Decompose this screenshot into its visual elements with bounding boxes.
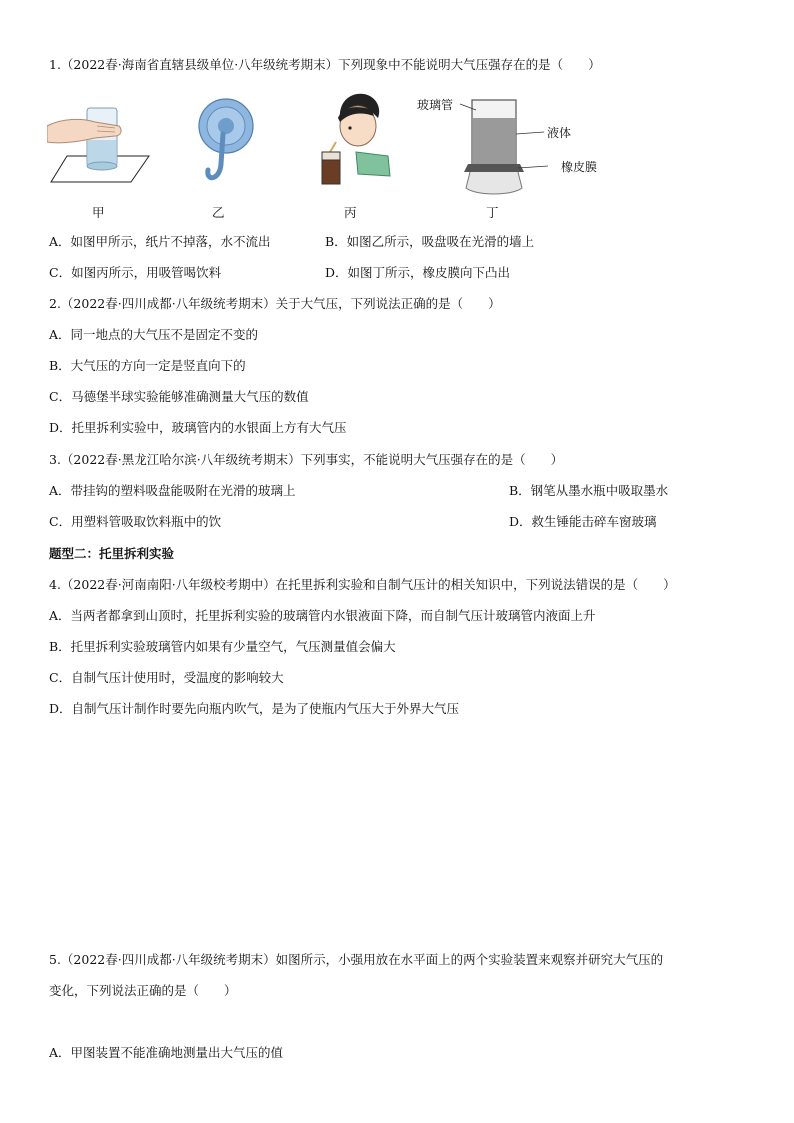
q4-stem: 4.（2022春·河南南阳·八年级校考期中）在托里拆利实验和自制气压计的相关知识中，下列说法错误的是（ ）: [49, 577, 676, 592]
q5-stem-line2: 变化，下列说法正确的是（ ）: [49, 983, 237, 998]
figure-bing: [312, 90, 392, 190]
q3-stem: 3.（2022春·黑龙江哈尔滨·八年级统考期末）下列事实，不能说明大气压强存在的是（ ）: [49, 452, 564, 467]
section-heading: 题型二：托里拆利实验: [49, 546, 175, 561]
q1-stem: 1.（2022春·海南省直辖县级单位·八年级统考期末）下列现象中不能说明大气压强存在的是（ ）: [49, 57, 601, 72]
q1-option-b: B．如图乙所示，吸盘吸在光滑的墙上: [325, 234, 535, 249]
q4-option-a: A．当两者都拿到山顶时，托里拆利实验的玻璃管内水银液面下降，而自制气压计玻璃管内液面上升: [49, 608, 596, 623]
caption-bing: 丙: [344, 205, 357, 220]
q4-option-d: D．自制气压计制作时要先向瓶内吹气，是为了使瓶内气压大于外界大气压: [49, 701, 460, 716]
q4-option-c: C．自制气压计使用时，受温度的影响较大: [49, 670, 284, 685]
q1-option-c: C．如图丙所示，用吸管喝饮料: [49, 265, 222, 280]
q1-option-a: A．如图甲所示，纸片不掉落，水不流出: [49, 234, 271, 249]
q3-option-c: C．用塑料管吸取饮料瓶中的饮: [49, 514, 222, 529]
q3-option-b: B．钢笔从墨水瓶中吸取墨水: [509, 483, 669, 498]
q2-option-c: C．马德堡半球实验能够准确测量大气压的数值: [49, 389, 309, 404]
caption-jia: 甲: [92, 205, 105, 220]
q3-option-d: D．救生锤能击碎车窗玻璃: [509, 514, 657, 529]
figure-yi: [196, 96, 256, 191]
q2-stem: 2.（2022春·四川成都·八年级统考期末）关于大气压，下列说法正确的是（ ）: [49, 296, 501, 311]
q4-option-b: B．托里拆利实验玻璃管内如果有少量空气，气压测量值会偏大: [49, 639, 396, 654]
q2-option-b: B．大气压的方向一定是竖直向下的: [49, 358, 246, 373]
caption-ding: 丁: [486, 205, 499, 220]
q5-option-a: A．甲图装置不能准确地测量出大气压的值: [49, 1045, 284, 1060]
q2-option-d: D．托里拆利实验中，玻璃管内的水银面上方有大气压: [49, 420, 347, 435]
label-glass-tube: 玻璃管: [417, 98, 454, 112]
figure-jia: [47, 96, 157, 186]
q3-option-a: A．带挂钩的塑料吸盘能吸附在光滑的玻璃上: [49, 483, 296, 498]
q5-stem-line1: 5.（2022春·四川成都·八年级统考期末）如图所示，小强用放在水平面上的两个实验装置来观察并研究大气压的: [49, 952, 664, 967]
q2-option-a: A．同一地点的大气压不是固定不变的: [49, 327, 259, 342]
caption-yi: 乙: [212, 205, 225, 220]
label-liquid: 液体: [547, 126, 572, 140]
q1-option-d: D．如图丁所示，橡皮膜向下凸出: [325, 265, 511, 280]
label-rubber-membrane: 橡皮膜: [561, 160, 598, 174]
